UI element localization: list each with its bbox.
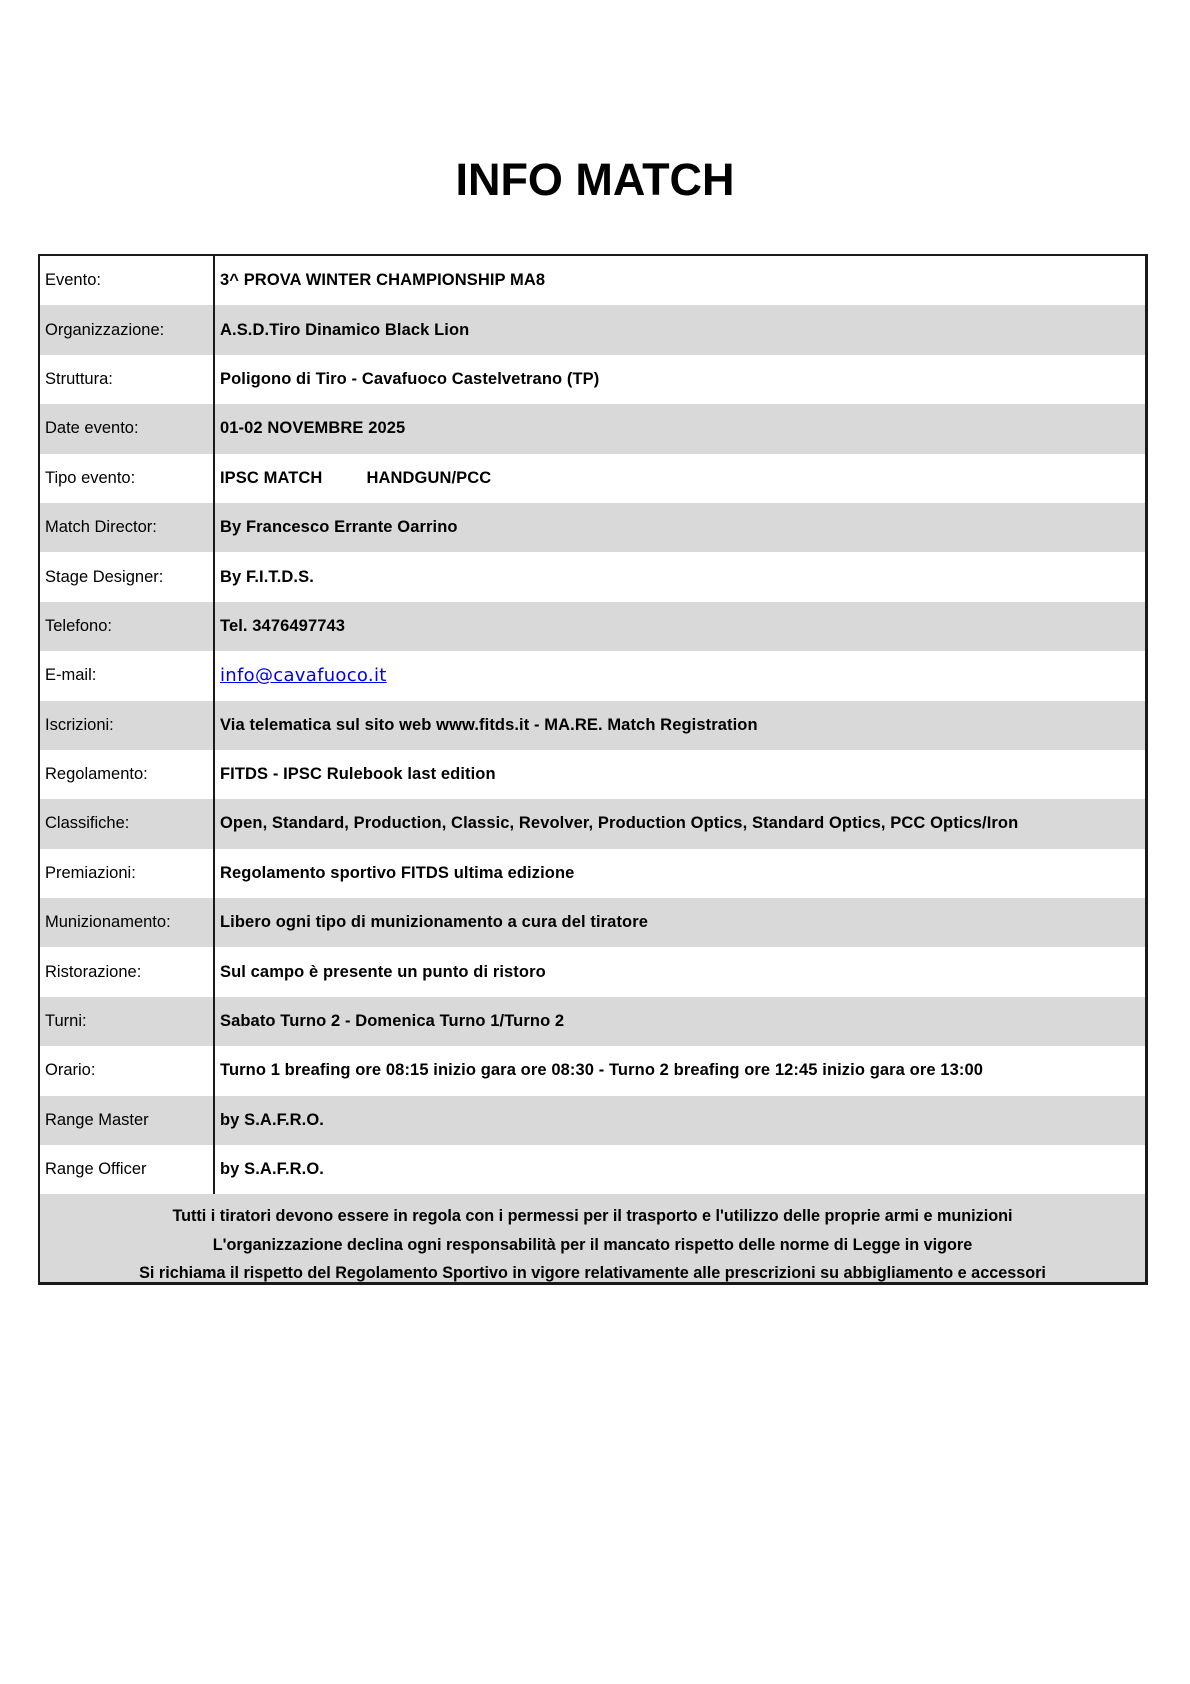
value-stage-designer: By F.I.T.D.S. (220, 567, 314, 586)
value-range-master: by S.A.F.R.O. (220, 1110, 324, 1129)
value-evento: 3^ PROVA WINTER CHAMPIONSHIP MA8 (220, 271, 546, 290)
value-classifiche: Open, Standard, Production, Classic, Revolver, Production Optics, Standard Optics, PCC Optics/Iron (220, 814, 1019, 833)
row-email (40, 651, 1145, 700)
row-range-master (40, 1096, 1145, 1145)
label-organizzazione: Organizzazione: (40, 305, 215, 354)
label-classifiche: Classifiche: (40, 799, 215, 848)
label-range-master: Range Master (40, 1096, 215, 1145)
value-organizzazione: A.S.D.Tiro Dinamico Black Lion (220, 320, 470, 339)
value-munizionamento: Libero ogni tipo di munizionamento a cura del tiratore (220, 913, 649, 932)
label-struttura: Struttura: (40, 355, 215, 404)
value-ristorazione: Sul campo è presente un punto di ristoro (220, 962, 546, 981)
value-range-officer: by S.A.F.R.O. (220, 1160, 324, 1179)
label-email: E-mail: (40, 651, 215, 700)
value-telefono: Tel. 3476497743 (220, 616, 346, 635)
footer-note-liability: L'organizzazione declina ogni responsabilità per il mancato rispetto delle norme di Legge in vigore (212, 1235, 973, 1254)
row-munizionamento (40, 898, 1145, 947)
value-regolamento: FITDS - IPSC Rulebook last edition (220, 765, 496, 784)
footer-note-permits: Tutti i tiratori devono essere in regola con i permessi per il trasporto e l'utilizzo delle proprie armi e munizioni (172, 1207, 1013, 1226)
row-date-evento (40, 404, 1145, 453)
row-ristorazione (40, 947, 1145, 996)
label-evento: Evento: (40, 256, 215, 305)
label-range-officer: Range Officer (40, 1145, 215, 1194)
label-premiazioni: Premiazioni: (40, 849, 215, 898)
row-orario (40, 1046, 1145, 1095)
value-orario: Turno 1 breafing ore 08:15 inizio gara ore 08:30 - Turno 2 breafing ore 12:45 inizio gara ore 13:00 (220, 1061, 984, 1080)
value-tipo-evento (215, 454, 1145, 503)
page-title: INFO MATCH (455, 154, 735, 205)
row-telefono (40, 602, 1145, 651)
label-date-evento: Date evento: (40, 404, 215, 453)
footer-notes (40, 1194, 1145, 1282)
value-tipo-evento-category: HANDGUN/PCC (366, 468, 492, 487)
label-iscrizioni: Iscrizioni: (40, 701, 215, 750)
row-turni (40, 997, 1145, 1046)
row-match-director (40, 503, 1145, 552)
label-turni: Turni: (40, 997, 215, 1046)
value-struttura: Poligono di Tiro - Cavafuoco Castelvetrano (TP) (220, 369, 600, 388)
info-table (38, 254, 1148, 1285)
row-stage-designer (40, 552, 1145, 601)
label-ristorazione: Ristorazione: (40, 947, 215, 996)
row-premiazioni (40, 849, 1145, 898)
label-tipo-evento: Tipo evento: (40, 454, 215, 503)
label-telefono: Telefono: (40, 602, 215, 651)
row-tipo-evento (40, 454, 1145, 503)
row-evento (40, 256, 1145, 305)
row-organizzazione (40, 305, 1145, 354)
row-classifiche (40, 799, 1145, 848)
value-email (215, 651, 1145, 700)
label-match-director: Match Director: (40, 503, 215, 552)
row-range-officer (40, 1145, 1145, 1194)
value-turni: Sabato Turno 2 - Domenica Turno 1/Turno 2 (220, 1012, 565, 1031)
row-regolamento (40, 750, 1145, 799)
value-iscrizioni: Via telematica sul sito web www.fitds.it - MA.RE. Match Registration (220, 715, 758, 734)
label-stage-designer: Stage Designer: (40, 552, 215, 601)
label-orario: Orario: (40, 1046, 215, 1095)
row-iscrizioni (40, 701, 1145, 750)
label-regolamento: Regolamento: (40, 750, 215, 799)
value-premiazioni: Regolamento sportivo FITDS ultima edizione (220, 863, 575, 882)
row-struttura (40, 355, 1145, 404)
value-date-evento: 01-02 NOVEMBRE 2025 (220, 419, 406, 438)
label-munizionamento: Munizionamento: (40, 898, 215, 947)
value-tipo-evento-type: IPSC MATCH (220, 468, 323, 487)
footer-note-dress-code: Si richiama il rispetto del Regolamento Sportivo in vigore relativamente alle prescrizioni su abbigliamento e accessori (139, 1264, 1046, 1283)
value-match-director: By Francesco Errante Oarrino (220, 518, 458, 537)
email-link[interactable]: info@cavafuoco.it (220, 665, 387, 687)
